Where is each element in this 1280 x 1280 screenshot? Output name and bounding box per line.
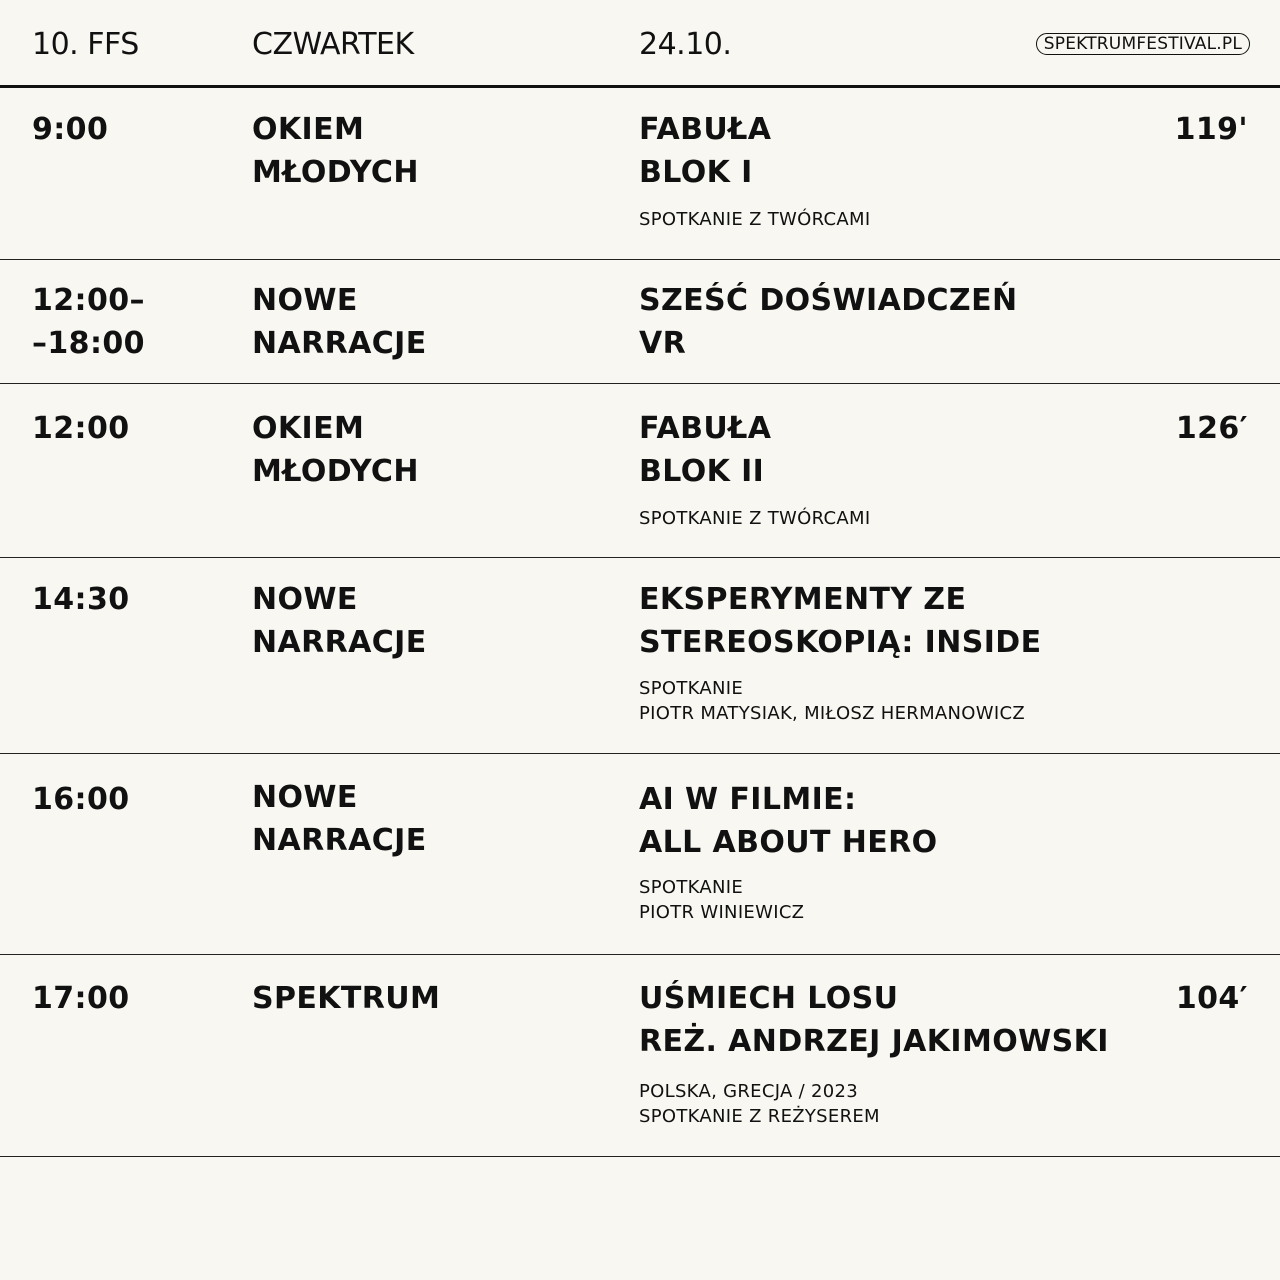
schedule-row — [0, 260, 1280, 384]
event-time: 17:00 — [32, 981, 130, 1016]
event-section: NOWE NARRACJE — [252, 582, 427, 660]
event-time: 12:00 — [32, 411, 130, 446]
event-duration: 126′ — [1175, 411, 1248, 446]
event-section: OKIEM MŁODYCH — [252, 411, 419, 489]
event-title: UŚMIECH LOSU REŻ. ANDRZEJ JAKIMOWSKI — [639, 981, 1109, 1059]
website-link[interactable]: SPEKTRUMFESTIVAL.PL — [1036, 33, 1250, 55]
schedule-row — [0, 88, 1280, 260]
schedule-row — [0, 955, 1280, 1157]
event-time: 16:00 — [32, 782, 130, 817]
event-duration: 104′ — [1175, 981, 1248, 1016]
event-details: SPOTKANIE PIOTR WINIEWICZ — [639, 877, 805, 923]
event-section: NOWE NARRACJE — [252, 780, 427, 858]
event-title: SZEŚĆ DOŚWIADCZEŃ VR — [639, 283, 1018, 361]
event-time: 9:00 — [32, 112, 109, 147]
event-title: FABUŁA BLOK II — [639, 411, 772, 489]
event-details: SPOTKANIE Z TWÓRCAMI — [639, 209, 871, 230]
event-duration: 119' — [1174, 112, 1248, 147]
event-details: POLSKA, GRECJA / 2023 SPOTKANIE Z REŻYSEREM — [639, 1081, 880, 1127]
weekday: CZWARTEK — [252, 27, 414, 62]
schedule-row — [0, 558, 1280, 754]
event-section: SPEKTRUM — [252, 981, 441, 1016]
date: 24.10. — [639, 27, 732, 62]
schedule-row — [0, 754, 1280, 955]
schedule-header — [0, 0, 1280, 88]
event-section: NOWE NARRACJE — [252, 283, 427, 361]
event-title: EKSPERYMENTY ZE STEREOSKOPIĄ: INSIDE — [639, 582, 1042, 660]
event-details: SPOTKANIE Z TWÓRCAMI — [639, 508, 871, 529]
event-section: OKIEM MŁODYCH — [252, 112, 419, 190]
event-details: SPOTKANIE PIOTR MATYSIAK, MIŁOSZ HERMANOWICZ — [639, 678, 1025, 724]
event-time: 12:00– –18:00 — [32, 283, 145, 361]
schedule-row — [0, 384, 1280, 558]
event-time: 14:30 — [32, 582, 130, 617]
event-title: FABUŁA BLOK I — [639, 112, 772, 190]
festival-edition: 10. FFS — [32, 27, 139, 62]
event-title: AI W FILMIE: ALL ABOUT HERO — [639, 782, 938, 860]
